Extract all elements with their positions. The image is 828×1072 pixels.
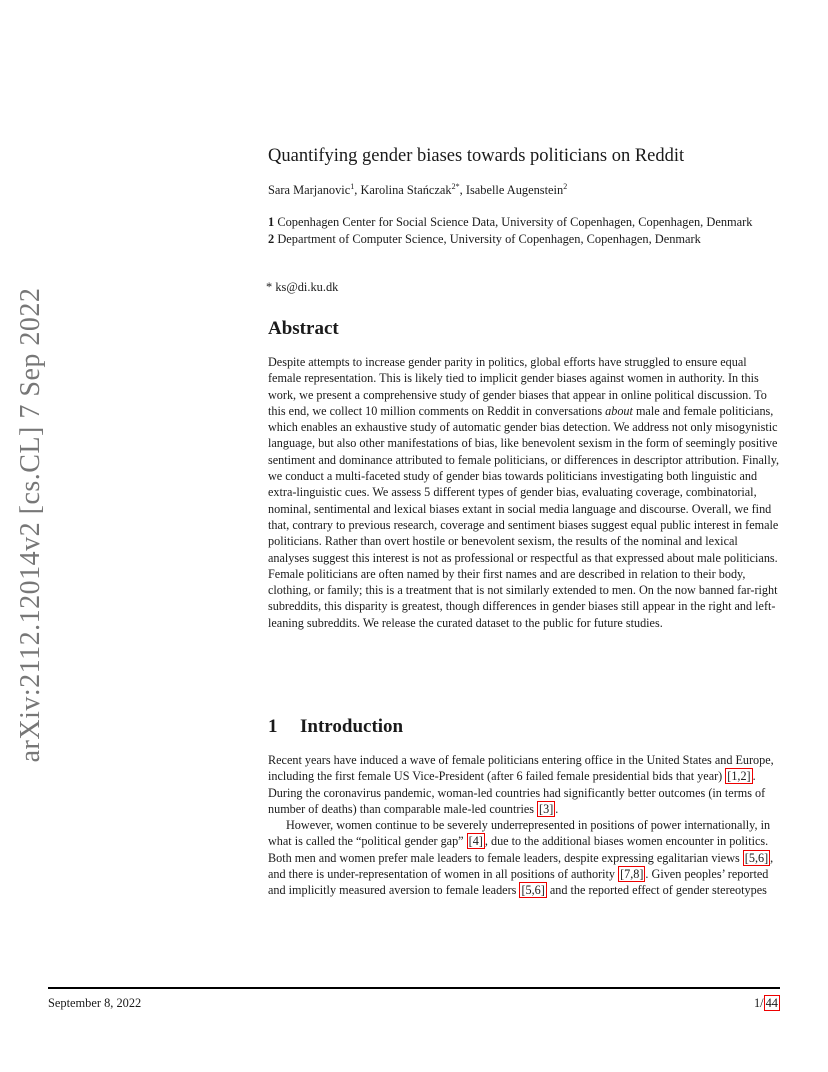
paragraph-text: Recent years have induced a wave of female politicians entering office in the United States and Europe, including the first female US Vice-President (after 6 failed female presidential bids that year) (268, 753, 774, 784)
affiliation-number: 1 (268, 215, 275, 229)
paragraph-text: , and there is under-representation of women in all positions of authority (268, 850, 774, 882)
paragraph-text: , due to the additional biases women encounter in politics. Both men and women prefer male leaders to female leaders, despite expressing egalitarian views (268, 834, 769, 865)
section-heading-introduction (268, 716, 782, 738)
paragraph-text: However, women continue to be severely underrepresented in positions of power internationally, in what is called the “political gender gap” (268, 818, 771, 849)
section-title: Introduction (300, 716, 404, 737)
citation-link[interactable]: [5,6] (744, 850, 769, 865)
paragraph (268, 817, 782, 898)
affiliation (268, 214, 782, 231)
affiliation (268, 231, 782, 248)
author-name: Isabelle Augenstein (465, 183, 564, 198)
affiliation-text: Copenhagen Center for Social Science Data, University of Copenhagen, Copenhagen, Denmark (277, 215, 753, 229)
citation-link[interactable]: [5,6] (521, 883, 545, 898)
arxiv-sidebar (2, 287, 60, 763)
abstract-body (268, 354, 782, 631)
author-name: Karolina Stańczak (360, 183, 452, 198)
arxiv-identifier: arXiv:2112.12014v2 [cs.CL] 7 Sep 2022 (15, 287, 46, 763)
citation-link[interactable]: [7,8] (620, 867, 644, 882)
author-name: Sara Marjanovic (268, 183, 351, 198)
affiliation-text: Department of Computer Science, University of Copenhagen, Copenhagen, Denmark (277, 232, 701, 246)
page-current: 1/ (753, 996, 764, 1010)
author-affil-mark: 1 (350, 182, 355, 191)
abstract-text: male and female politicians, which enables an exhaustive study of automatic gender bias detection. We address not only misogynistic language, but also other manifestations of bias, like benevolent sexism in the form of seemingly positive sentiment and dominance attributed to female politicians, or differences in descriptor attribution. Finally, we conduct a multi-faceted study of gender bias towards politicians investigating both linguistic and extra-linguistic cues. We assess 5 different types of gender bias, evaluating coverage, combinatorial, nominal, sentimental and lexical biases extant in social media language and discourse. Overall, we find that, contrary to previous research, coverage and sentiment biases suggest equal public interest in female politicians. Rather than overt hostile or benevolent sexism, the results of the nominal and lexical analyses suggest this interest is not as professional or respectful as that expressed about male politicians. Female politicians are often named by their first names and are described in relation to their body, clothing, or family; this is a treatment that is not similarly extended to men. On the now banned far-right subreddits, this disparity is greatest, though differences in gender biases still appear in the right and left-leaning subreddits. We release the curated dataset to the public for future studies. (268, 403, 780, 630)
paragraph-text: . (555, 801, 559, 816)
paper-title: Quantifying gender biases towards politicians on Reddit (268, 146, 685, 166)
paragraph-text: . During the coronavirus pandemic, woman-led countries had significantly better outcomes (in terms of number of deaths) than comparable male-led countries (268, 769, 766, 816)
abstract-emphasis: about (605, 403, 633, 418)
abstract-heading: Abstract (268, 318, 339, 339)
citation-link[interactable]: [4] (468, 834, 483, 849)
page-number (754, 996, 780, 1011)
email-marker: * (266, 280, 273, 294)
paragraph-text: . Given peoples’ reported and implicitly measured aversion to female leaders (268, 867, 769, 898)
total-pages-link[interactable]: 44 (765, 996, 778, 1010)
corresponding-email (266, 280, 780, 295)
author-affil-mark: 2* (451, 182, 460, 191)
section-number: 1 (268, 716, 278, 737)
abstract-text: Despite attempts to increase gender parity in politics, global efforts have struggled to ensure equal female representation. This is likely tied to implicit gender biases against women in authority. In this work, we present a comprehensive study of gender biases that appear in online political discussion. To this end, we collect 10 million comments on Reddit in conversations (268, 355, 767, 418)
author-affil-mark: 2 (563, 182, 568, 191)
paragraph-text: and the reported effect of gender stereotypes (546, 883, 767, 898)
affiliations (268, 214, 782, 248)
footer-date: September 8, 2022 (48, 996, 142, 1010)
footer-rule (48, 987, 780, 989)
citation-link[interactable]: [3] (539, 801, 554, 816)
citation-link[interactable]: [1,2] (727, 769, 751, 784)
paragraph (268, 752, 782, 817)
author-list: Sara Marjanovic$^1$, Karolina Stańczak$^{2*}$, Isabelle Augenstein$^2$ (268, 182, 568, 198)
affiliation-number: 2 (268, 232, 275, 246)
email-address: ks@di.ku.dk (275, 280, 339, 294)
introduction-body (268, 752, 782, 899)
